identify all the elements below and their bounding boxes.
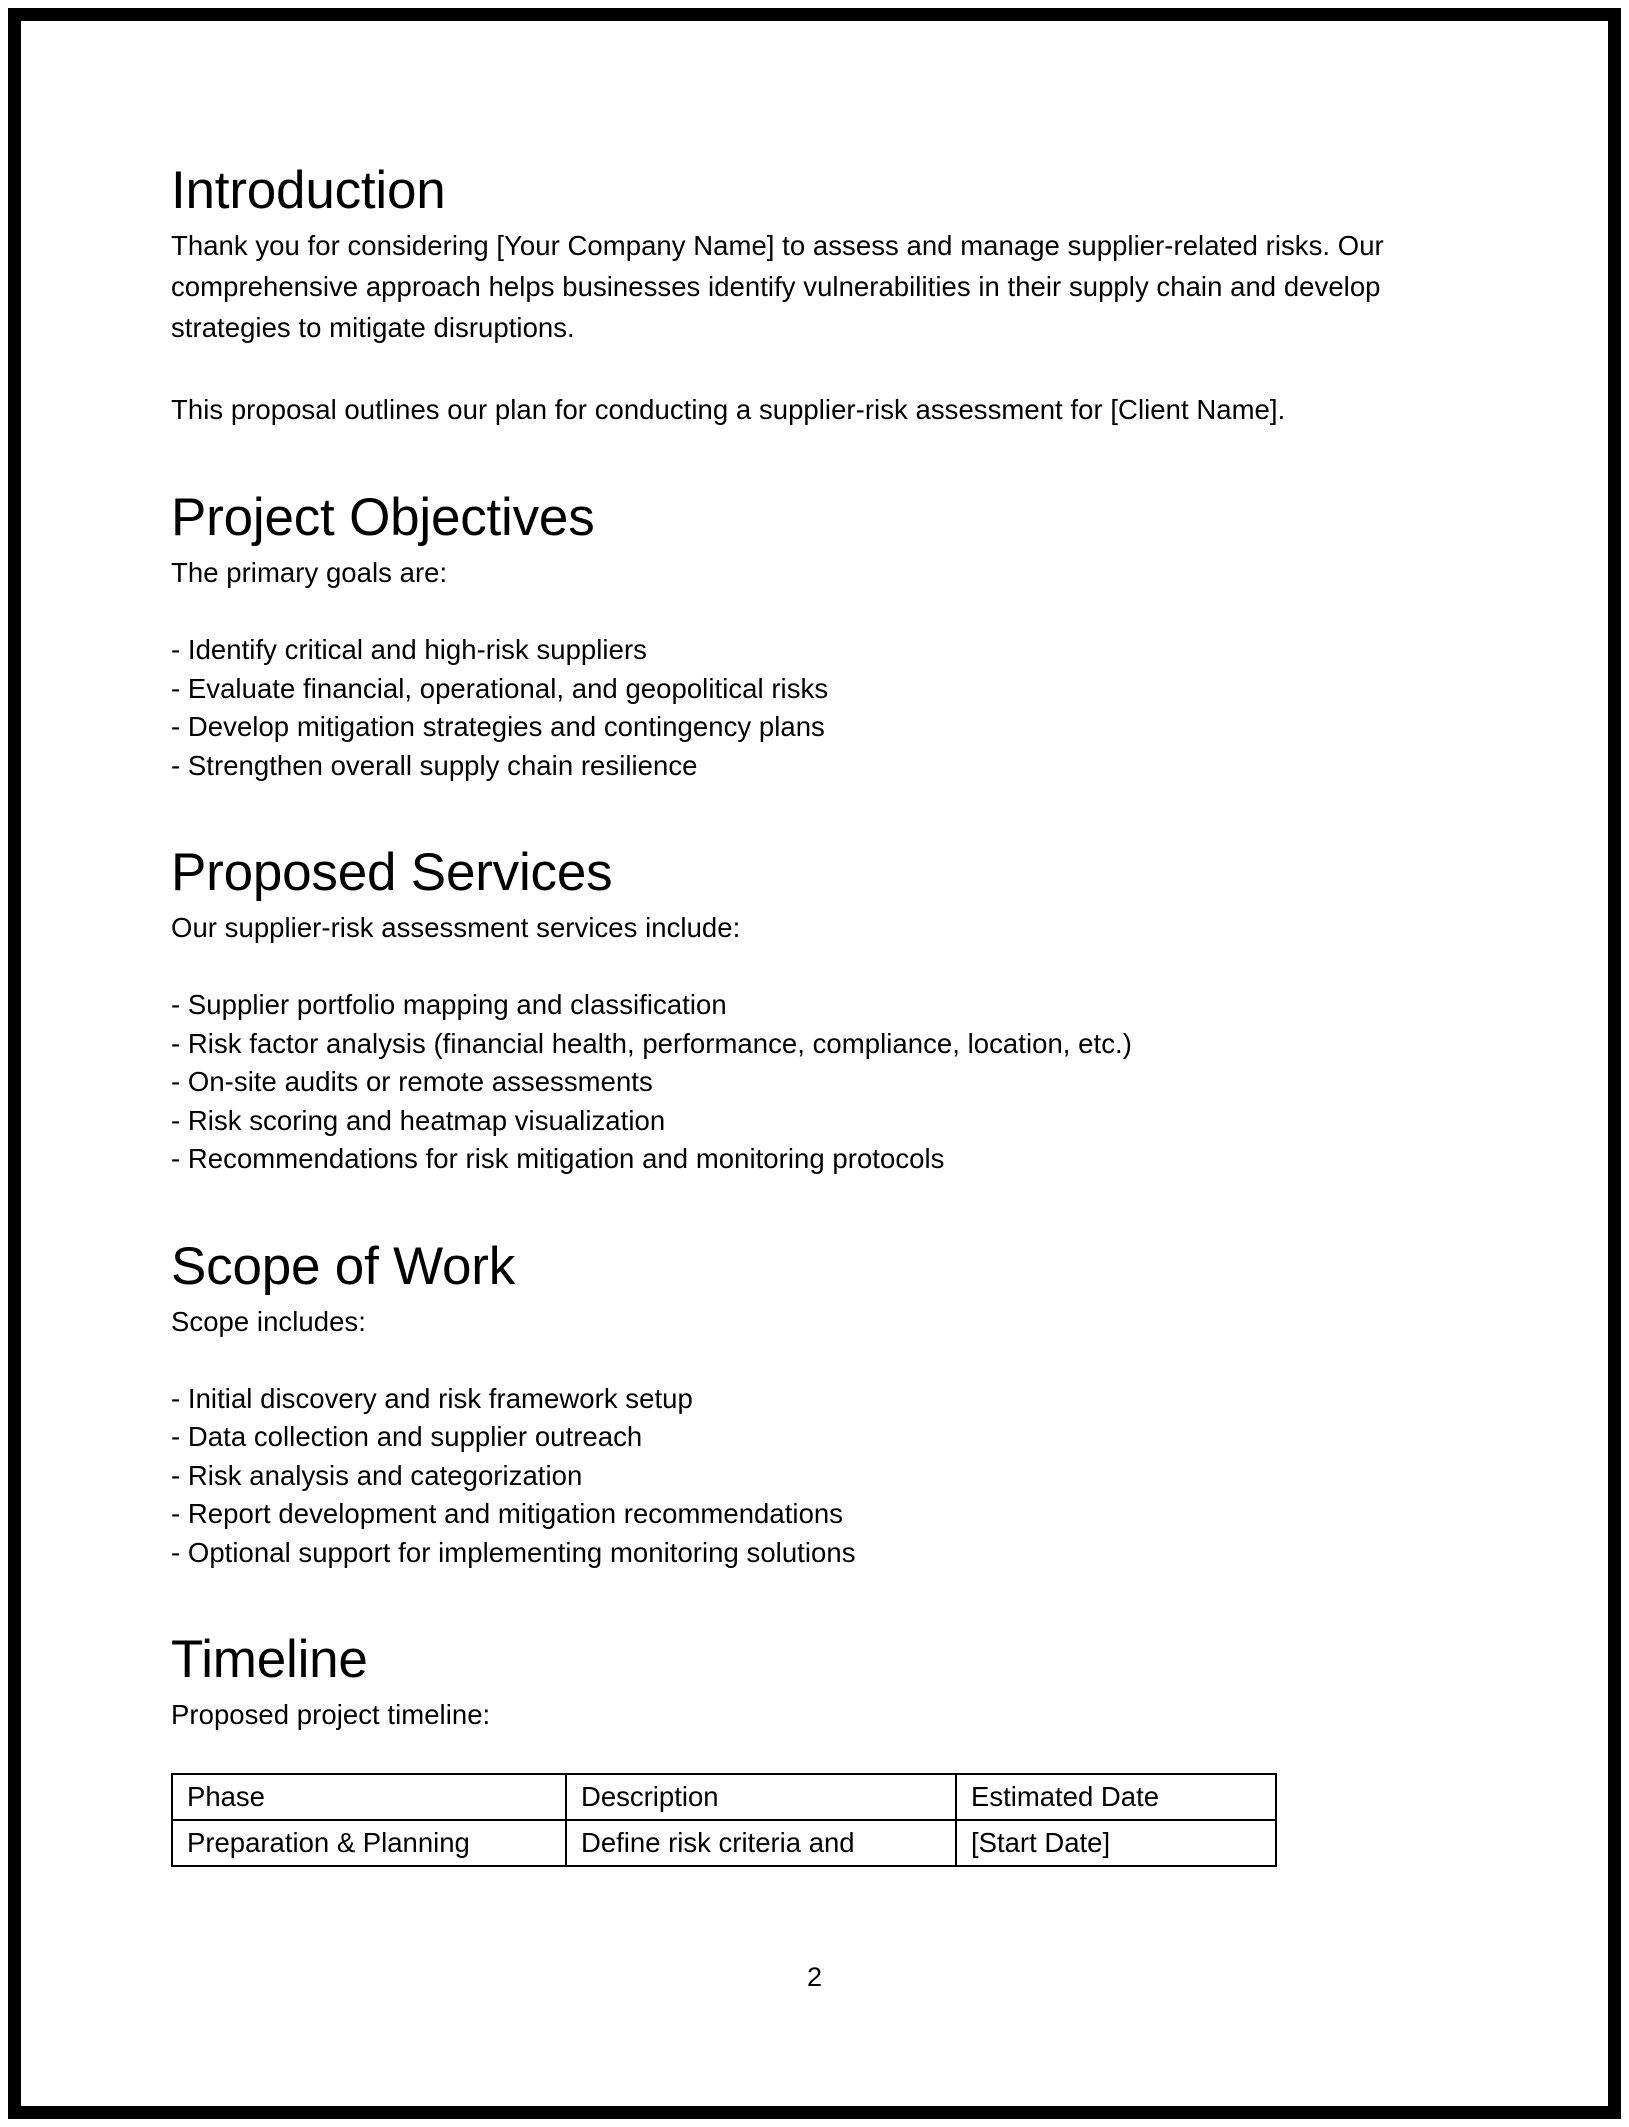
page-border-frame bbox=[8, 8, 1621, 2119]
table-header-description: Description bbox=[566, 1774, 956, 1820]
table-header-estimated-date: Estimated Date bbox=[956, 1774, 1276, 1820]
section-scope-of-work bbox=[171, 1237, 1491, 1573]
list-item: - Evaluate financial, operational, and geopolitical risks bbox=[171, 672, 829, 704]
introduction-paragraph-2: This proposal outlines our plan for conducting a supplier-risk assessment for [Client Name]. bbox=[171, 394, 1286, 425]
table-cell-phase: Preparation & Planning bbox=[172, 1820, 566, 1866]
list-spacer bbox=[171, 593, 1491, 631]
table-row bbox=[172, 1820, 1276, 1866]
section-timeline bbox=[171, 1630, 1491, 1867]
proposed-services-list bbox=[171, 986, 1491, 1179]
list-item: - Develop mitigation strategies and contingency plans bbox=[171, 711, 825, 742]
table-cell-estimated-date: [Start Date] bbox=[956, 1820, 1276, 1866]
list-spacer bbox=[171, 1342, 1491, 1380]
document-content bbox=[171, 161, 1491, 1867]
list-item: - Identify critical and high-risk suppliers bbox=[171, 634, 647, 665]
list-item: - Report development and mitigation recommendations bbox=[171, 1498, 844, 1529]
scope-of-work-lead-in: Scope includes: bbox=[171, 1305, 366, 1337]
table-cell-description: Define risk criteria and bbox=[566, 1820, 956, 1866]
section-spacer bbox=[171, 785, 1491, 843]
project-objectives-list bbox=[171, 631, 1491, 785]
heading-project-objectives: Project Objectives bbox=[171, 488, 595, 547]
scope-of-work-list bbox=[171, 1380, 1491, 1573]
section-spacer bbox=[171, 1572, 1491, 1630]
page-canvas bbox=[21, 21, 1608, 2106]
list-item: - Strengthen overall supply chain resilience bbox=[171, 749, 698, 781]
section-introduction bbox=[171, 161, 1491, 430]
list-item: - Recommendations for risk mitigation and monitoring protocols bbox=[171, 1143, 945, 1174]
list-item: - On-site audits or remote assessments bbox=[171, 1066, 653, 1097]
section-spacer bbox=[171, 430, 1491, 488]
heading-scope-of-work: Scope of Work bbox=[171, 1236, 516, 1296]
paragraph-spacer bbox=[171, 348, 1491, 389]
table-header-phase: Phase bbox=[172, 1774, 566, 1820]
introduction-paragraph-1: Thank you for considering [Your Company Name] to assess and manage supplier-related risks. Our comprehensive approach helps businesses identify vulnerabilities in their supply chain and develop strategies to mitigate disruptions. bbox=[171, 230, 1384, 343]
list-item: - Data collection and supplier outreach bbox=[171, 1421, 643, 1452]
list-item: - Supplier portfolio mapping and classification bbox=[171, 989, 727, 1020]
section-proposed-services bbox=[171, 843, 1491, 1179]
list-item: - Risk factor analysis (financial health, performance, compliance, location, etc.) bbox=[171, 1027, 1132, 1059]
list-item: - Risk analysis and categorization bbox=[171, 1459, 583, 1491]
list-item: - Optional support for implementing monitoring solutions bbox=[171, 1536, 856, 1568]
list-item: - Risk scoring and heatmap visualization bbox=[171, 1104, 666, 1136]
list-item: - Initial discovery and risk framework setup bbox=[171, 1382, 693, 1414]
section-spacer bbox=[171, 1179, 1491, 1237]
list-spacer bbox=[171, 948, 1491, 986]
timeline-table bbox=[171, 1773, 1277, 1867]
table-header-row bbox=[172, 1774, 1276, 1820]
heading-timeline: Timeline bbox=[171, 1630, 368, 1689]
timeline-lead-in: Proposed project timeline: bbox=[171, 1699, 491, 1730]
heading-proposed-services: Proposed Services bbox=[171, 843, 613, 902]
proposed-services-lead-in: Our supplier-risk assessment services include: bbox=[171, 912, 741, 943]
project-objectives-lead-in: The primary goals are: bbox=[171, 557, 448, 588]
page-number: 2 bbox=[806, 1962, 823, 1992]
heading-introduction: Introduction bbox=[171, 161, 446, 220]
section-project-objectives bbox=[171, 488, 1491, 785]
